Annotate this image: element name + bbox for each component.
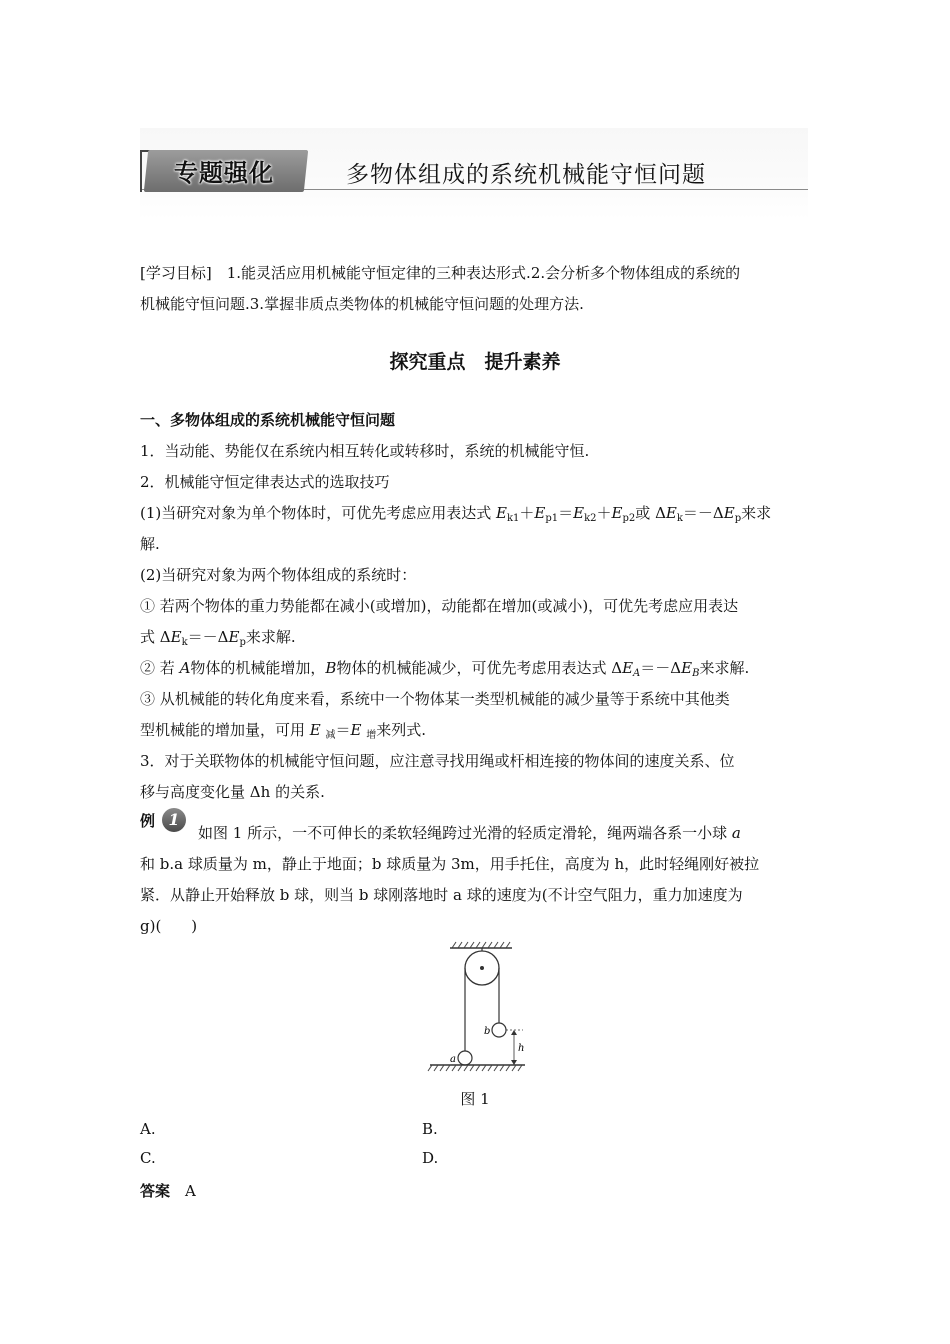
- option-b: B.: [422, 1120, 438, 1138]
- formula-ab: $\Delta E_A=-\Delta E_B$: [611, 659, 700, 679]
- label-a: a: [450, 1054, 456, 1065]
- ball-b: [492, 1023, 506, 1037]
- option-d: D.: [422, 1149, 439, 1167]
- option-a: A.: [140, 1120, 156, 1138]
- part1-item-7-cont: 型机械能的增加量，可用 E $_减$＝E $_增$来列式.: [140, 721, 427, 741]
- header-tag: 专题强化: [174, 159, 274, 187]
- part1-item-3: (1)当研究对象为单个物体时，可优先考虑应用表达式 $E_{k1}+E_{p1}=E_{k2}+E_{p2}$或 $\Delta E_k=-\Delta E_p$来求: [140, 504, 772, 524]
- part1-item-8-cont: 移与高度变化量 Δh 的关系.: [140, 783, 325, 801]
- answer-line: [140, 1180, 196, 1201]
- example-line-2: 和 b.a 球质量为 m，静止于地面；b 球质量为 3m，用手托住，高度为 h，此时轻绳刚好被拉: [140, 855, 760, 873]
- example-badge: [140, 808, 188, 834]
- part1-item-3-cont: 解.: [140, 535, 160, 553]
- option-c: C.: [140, 1149, 156, 1167]
- label-h: h: [518, 1043, 525, 1054]
- example-line-4: g)( ): [140, 917, 198, 935]
- label-b: b: [484, 1026, 491, 1037]
- formula-delta: $\Delta E_k=-\Delta E_p$: [655, 504, 742, 524]
- part1-item-7: ③ 从机械能的转化角度来看，系统中一个物体某一类型机械能的减少量等于系统中其他类: [140, 690, 730, 708]
- pulley-figure: [420, 938, 535, 1078]
- ground: [428, 1065, 525, 1071]
- answer-value: A: [185, 1182, 196, 1200]
- objectives-line-2: 机械能守恒问题.3.掌握非质点类物体的机械能守恒问题的处理方法.: [140, 295, 584, 313]
- figure-caption: 图 1: [460, 1090, 490, 1108]
- part1-item-1: 1．当动能、势能仅在系统内相互转化或转移时，系统的机械能守恒.: [140, 442, 590, 460]
- formula-single: $E_{k1}+E_{p1}=E_{k2}+E_{p2}$: [496, 504, 636, 524]
- example-number: 1: [162, 808, 186, 832]
- objectives-label: [学习目标]: [140, 264, 212, 282]
- part1-item-5: ① 若两个物体的重力势能都在减小(或增加)，动能都在增加(或减小)，可优先考虑应用表达: [140, 597, 739, 615]
- ball-a: [458, 1051, 472, 1065]
- page-title: 多物体组成的系统机械能守恒问题: [346, 162, 706, 188]
- part1-item-8: 3．对于关联物体的机械能守恒问题，应注意寻找用绳或杆相连接的物体间的速度关系、位: [140, 752, 735, 770]
- part1-heading: 一、多物体组成的系统机械能守恒问题: [140, 411, 396, 429]
- section-title: 探究重点 提升素养: [389, 351, 561, 373]
- formula-system: $\Delta E_k=-\Delta E_p$: [159, 628, 246, 648]
- example-line-1: 如图 1 所示，一不可伸长的柔软轻绳跨过光滑的轻质定滑轮，绳两端各系一小球 a: [198, 824, 741, 842]
- example-line-3: 紧．从静止开始释放 b 球，则当 b 球刚落地时 a 球的速度为(不计空气阻力，重力加速度为: [140, 886, 743, 904]
- example-label: 例: [140, 812, 156, 830]
- part1-item-4: (2)当研究对象为两个物体组成的系统时：: [140, 566, 417, 584]
- answer-label: 答案: [140, 1182, 171, 1200]
- part1-item-6: ② 若 A物体的机械能增加，B物体的机械能减少，可优先考虑用表达式 $\Delta E_A=-\Delta E_B$来求解.: [140, 659, 750, 679]
- part1-item-2: 2．机械能守恒定律表达式的选取技巧: [140, 473, 390, 491]
- part1-item-5-cont: 式 $\Delta E_k=-\Delta E_p$来求解.: [140, 628, 296, 648]
- objectives-line-1: [学习目标] 1.能灵活应用机械能守恒定律的三种表达形式.2.会分析多个物体组成的系统的: [140, 264, 741, 282]
- formula-transfer: E $_减$＝E $_增$: [309, 721, 377, 741]
